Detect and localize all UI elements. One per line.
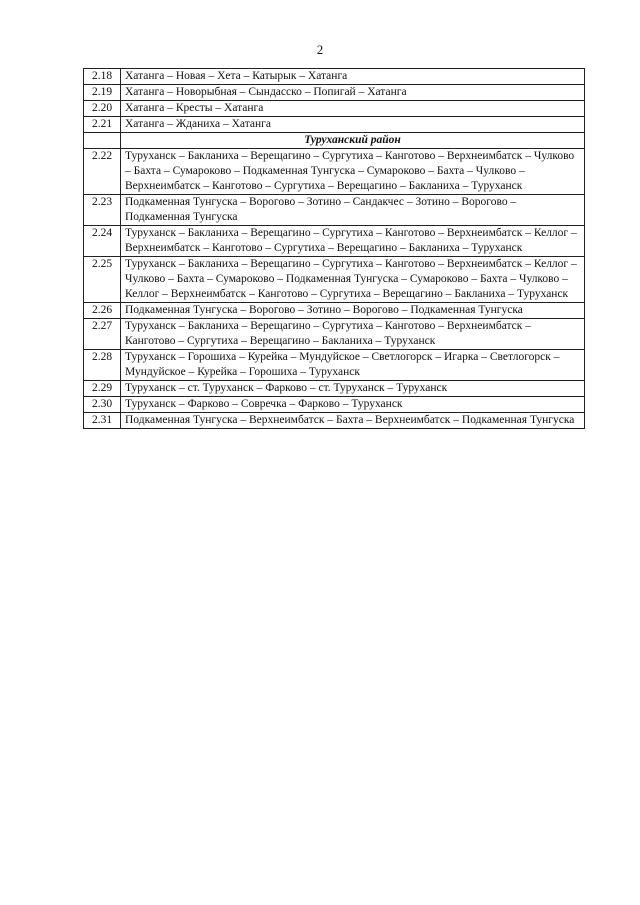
- route-description: Туруханск – Горошиха – Курейка – Мундуйское – Светлогорск – Игарка – Светлогорск – Мундуйское – Курейка – Горошиха – Туруханск: [121, 350, 585, 381]
- route-number: 2.26: [84, 303, 121, 319]
- route-number: 2.24: [84, 226, 121, 257]
- route-number: 2.31: [84, 413, 121, 429]
- route-description: Туруханск – Бакланиха – Верещагино – Сургутиха – Канготово – Верхнеимбатск – Келлог – Верхнеимбатск – Канготово – Сургутиха – Верещагино – Бакланиха – Туруханск: [121, 226, 585, 257]
- table-row: [84, 195, 585, 226]
- table-row: [84, 381, 585, 397]
- route-description: Подкаменная Тунгуска – Ворогово – Зотино – Ворогово – Подкаменная Тунгуска: [121, 303, 585, 319]
- table-row: [84, 319, 585, 350]
- route-number: 2.23: [84, 195, 121, 226]
- route-description: Туруханск – Бакланиха – Верещагино – Сургутиха – Канготово – Верхнеимбатск – Чулково – Бахта – Сумароково – Подкаменная Тунгуска – Сумароково – Бахта – Чулково – Верхнеимбатск – Канготово – Сургутиха – Верещагино – Бакланиха – Туруханск: [121, 149, 585, 195]
- route-number: 2.29: [84, 381, 121, 397]
- route-number: 2.22: [84, 149, 121, 195]
- routes-table: [83, 68, 585, 429]
- route-description: Хатанга – Жданиха – Хатанга: [121, 117, 585, 133]
- page-number: 2: [316, 42, 324, 57]
- route-number: 2.25: [84, 257, 121, 303]
- table-row: [84, 257, 585, 303]
- route-description: Хатанга – Кресты – Хатанга: [121, 101, 585, 117]
- table-row: [84, 303, 585, 319]
- route-number: 2.28: [84, 350, 121, 381]
- route-description: Туруханск – ст. Туруханск – Фарково – ст. Туруханск – Туруханск: [121, 381, 585, 397]
- table-row: [84, 117, 585, 133]
- section-number-cell: [84, 133, 121, 149]
- route-number: 2.21: [84, 117, 121, 133]
- route-number: 2.30: [84, 397, 121, 413]
- table-row: [84, 350, 585, 381]
- route-description: Туруханск – Бакланиха – Верещагино – Сургутиха – Канготово – Верхнеимбатск – Келлог – Чулково – Бахта – Сумароково – Подкаменная Тунгуска – Сумароково – Бахта – Чулково – Келлог – Верхнеимбатск – Канготово – Сургутиха – Верещагино – Бакланиха – Туруханск: [121, 257, 585, 303]
- table-row: [84, 69, 585, 85]
- table-row: [84, 397, 585, 413]
- table-row: [84, 85, 585, 101]
- route-number: 2.27: [84, 319, 121, 350]
- table-row: [84, 101, 585, 117]
- table-row: [84, 413, 585, 429]
- route-description: Хатанга – Новорыбная – Сындасско – Попигай – Хатанга: [121, 85, 585, 101]
- route-description: Подкаменная Тунгуска – Верхнеимбатск – Бахта – Верхнеимбатск – Подкаменная Тунгуска: [121, 413, 585, 429]
- route-description: Туруханск – Бакланиха – Верещагино – Сургутиха – Канготово – Верхнеимбатск – Канготово – Сургутиха – Верещагино – Бакланиха – Туруханск: [121, 319, 585, 350]
- section-title: Туруханский район: [121, 133, 585, 149]
- route-description: Хатанга – Новая – Хета – Катырык – Хатанга: [121, 69, 585, 85]
- route-description: Подкаменная Тунгуска – Ворогово – Зотино – Сандакчес – Зотино – Ворогово – Подкаменная Тунгуска: [121, 195, 585, 226]
- route-number: 2.20: [84, 101, 121, 117]
- section-row: [84, 133, 585, 149]
- route-number: 2.19: [84, 85, 121, 101]
- table-row: [84, 149, 585, 195]
- table-row: [84, 226, 585, 257]
- route-description: Туруханск – Фарково – Совречка – Фарково – Туруханск: [121, 397, 585, 413]
- route-number: 2.18: [84, 69, 121, 85]
